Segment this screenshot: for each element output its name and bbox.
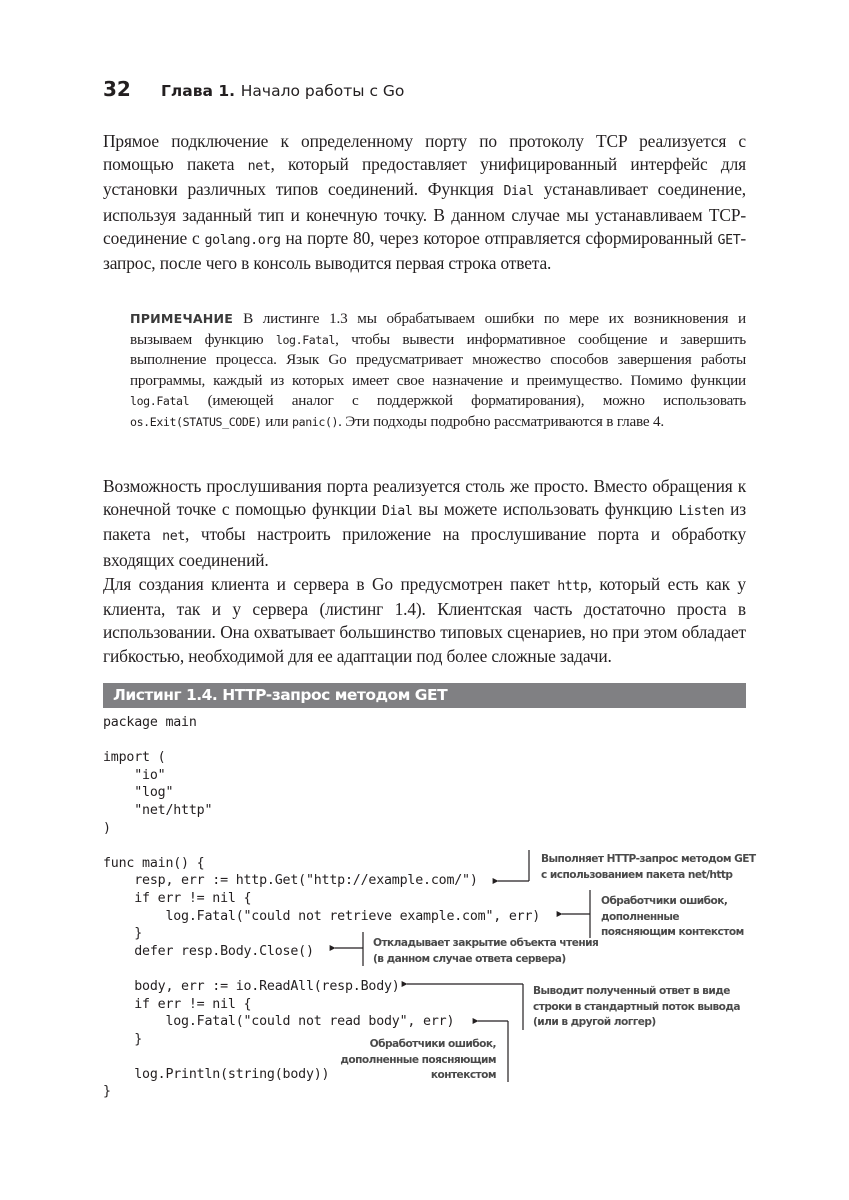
text: на порте 80, через которое отправляется сформированный: [280, 227, 718, 248]
annotation-line: поясняющим контекстом: [601, 926, 744, 938]
code-line: }: [103, 1084, 111, 1100]
inline-code: GET: [717, 232, 741, 248]
note-box: [130, 309, 746, 433]
note-label: ПРИМЕЧАНИЕ: [130, 311, 234, 326]
inline-code: Dial: [503, 184, 534, 200]
code-line: body, err := io.ReadAll(resp.Body): [103, 978, 400, 994]
inline-code: panic(): [292, 414, 339, 429]
annotation-line: Обработчики ошибок,: [369, 1038, 496, 1050]
annotation-line: Выводит полученный ответ в виде: [533, 985, 730, 997]
annotation-line: (или в другой логгер): [533, 1016, 656, 1028]
chapter-title: Начало работы с Go: [240, 82, 405, 100]
code-line: defer resp.Body.Close(): [103, 943, 314, 959]
inline-code: log.Fatal: [130, 394, 190, 409]
chapter-label: Глава 1.: [161, 82, 236, 100]
inline-code: golang.org: [204, 232, 281, 248]
annotation-line: Откладывает закрытие объекта чтения: [373, 937, 599, 949]
text: устанавливает соединение, используя заданный тип и конечную точку. В данном случае мы устанавливаем TCP-соединение с: [103, 179, 746, 248]
inline-code: http: [557, 579, 588, 594]
text: , который есть как у клиента, так и у сервера (листинг 1.4). Клиентская часть достаточно проста в использовании. Она охватывает большинство типовых сценариев, но при этом обладает гибкостью, необходимой для ее адаптации под более сложные задачи.: [103, 574, 746, 666]
code-line: ): [103, 820, 111, 836]
page-number: 32: [103, 77, 131, 101]
annotation-error-handlers-2: [340, 1037, 496, 1084]
annotation-line: Выполняет HTTP-запрос методом GET: [541, 853, 756, 865]
code-line: [103, 837, 540, 855]
annotation-get-request: [541, 852, 756, 883]
text: Для создания клиента и сервера в Go предусмотрен пакет: [103, 574, 558, 594]
code-line: [103, 732, 540, 750]
code-line: log.Fatal("could not read body", err): [103, 1014, 455, 1030]
running-header: [103, 76, 404, 104]
code-line: "net/http": [103, 802, 213, 818]
code-line: import (: [103, 750, 166, 766]
code-line: resp, err := http.Get("http://example.com/"): [103, 873, 478, 889]
code-line: package main: [103, 715, 197, 730]
text: , чтобы настроить приложение на прослушивание порта и обработку входящих соединений.: [103, 524, 746, 570]
inline-code: log.Fatal: [275, 332, 336, 347]
text: , который предоставляет унифицированный интерфейс для установки различных типов соединений. Функция: [103, 154, 746, 200]
annotation-line: контекстом: [430, 1069, 496, 1081]
inline-code: Dial: [382, 504, 413, 520]
paragraph-tcp-connection: [103, 130, 746, 275]
paragraph-http-package: [103, 573, 746, 668]
annotation-line: строки в стандартный поток вывода: [533, 1000, 741, 1013]
text: Возможность прослушивания порта реализуется столь же просто. Вместо обращения к конечной точке с помощью функции: [103, 476, 746, 520]
listing-title: Листинг 1.4. HTTP-запрос методом GET: [113, 686, 448, 704]
code-line: }: [103, 1031, 143, 1047]
inline-code: net: [162, 529, 185, 545]
annotation-line: дополненные поясняющим: [340, 1053, 496, 1066]
annotation-line: (в данном случае ответа сервера): [373, 952, 566, 965]
arrow-error-handlers-1: [562, 890, 590, 938]
text: , чтобы вывести информативное сообщение и завершить выполнение процесса. Язык Go предусматривает множество способов завершения работы программы, каждый из которых имеет свое назначение и преимущество. Помимо функции: [130, 330, 747, 389]
annotation-line: дополненные: [601, 910, 680, 923]
listing-title-bar: [103, 683, 746, 708]
code-line: "log": [103, 785, 174, 801]
text: -запрос, после чего в консоль выводится первая строка ответа.: [103, 227, 747, 274]
text: В листинге 1.3 мы обрабатываем ошибки по мере их возникновения и вызываем функцию: [130, 310, 746, 348]
text: из пакета: [103, 499, 747, 545]
code-line: if err != nil {: [103, 890, 252, 906]
code-line: func main() {: [103, 855, 205, 871]
code-line: log.Fatal("could not retrieve example.com", err): [103, 908, 541, 924]
inline-code: net: [247, 159, 271, 175]
inline-code: os.Exit(STATUS_CODE): [130, 414, 262, 429]
code-line: if err != nil {: [103, 996, 252, 1012]
paragraph-listen: [103, 475, 746, 572]
text: вы можете использовать функцию: [412, 499, 679, 520]
annotation-line: Обработчики ошибок,: [601, 895, 728, 907]
annotation-defer-close: [373, 936, 598, 967]
code-line: log.Println(string(body)): [103, 1066, 330, 1082]
text: (имеющей аналог с поддержкой форматирования), можно использовать: [189, 392, 746, 410]
annotation-line: с использованием пакета net/http: [541, 868, 733, 881]
annotation-print-output: [533, 984, 740, 1031]
annotation-error-handlers-1: [601, 894, 744, 941]
code-line: }: [103, 926, 143, 942]
text: . Эти подходы подробно рассматриваются в главе 4.: [338, 412, 665, 430]
code-line: "io": [103, 767, 166, 783]
inline-code: Listen: [678, 504, 725, 520]
text: или: [261, 412, 293, 430]
text: Прямое подключение к определенному порту по протоколу TCP реализуется с помощью пакета: [103, 131, 746, 175]
